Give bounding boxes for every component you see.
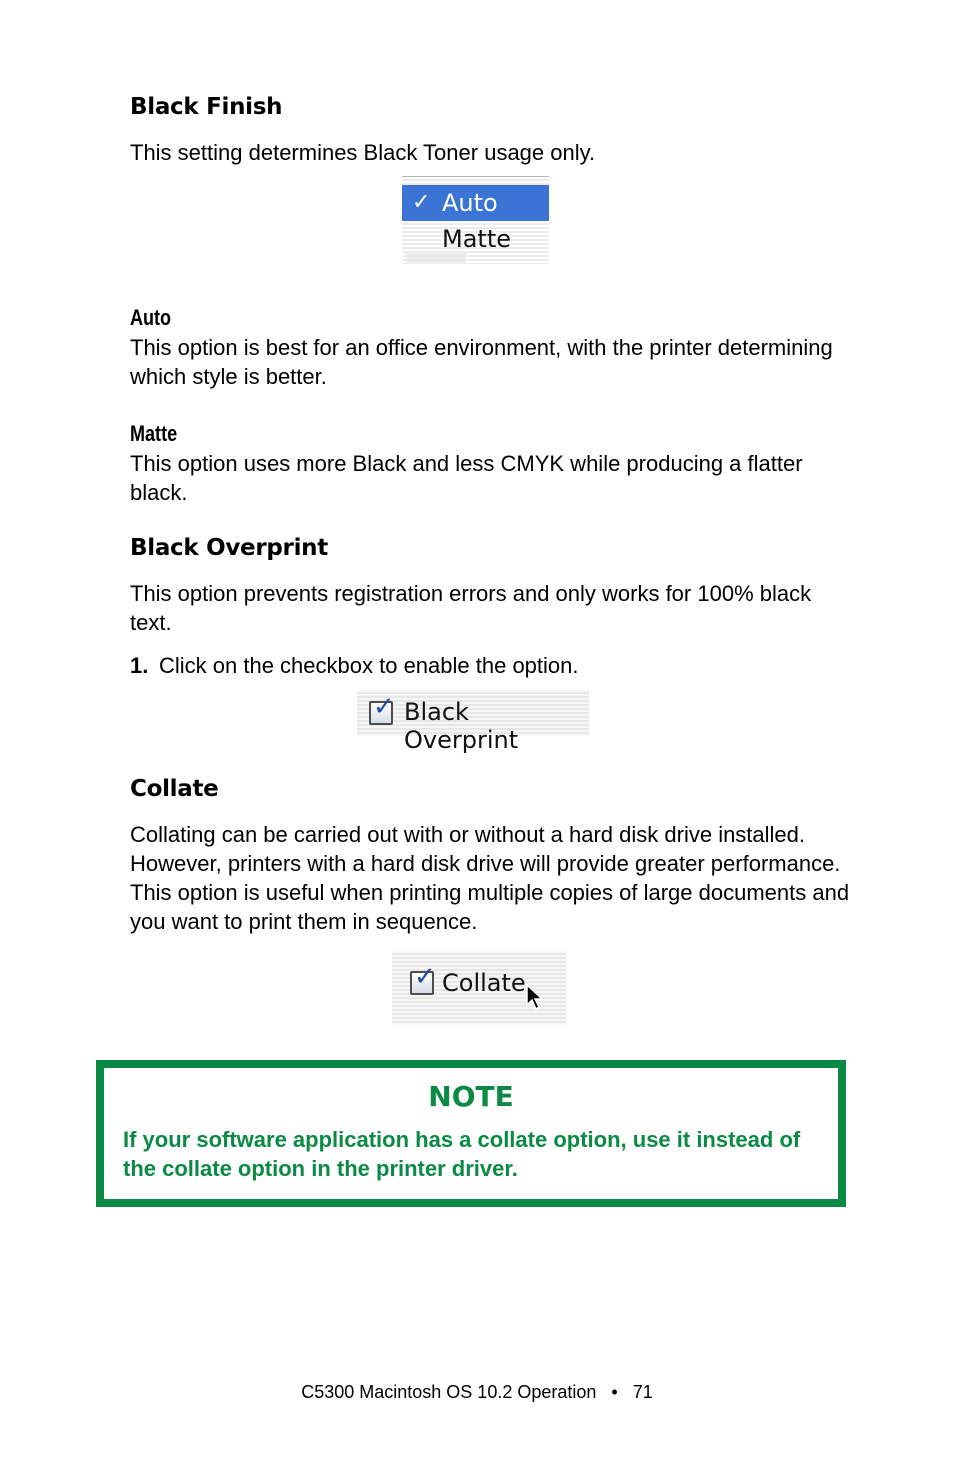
note-box	[96, 1060, 846, 1207]
black-overprint-checkbox-widget[interactable]	[357, 690, 589, 754]
mouse-pointer-icon	[525, 983, 545, 1013]
note-title: NOTE	[428, 1080, 514, 1113]
heading-black-finish: Black Finish	[130, 94, 283, 120]
checkmark-icon: ✓	[414, 962, 436, 992]
menu-item-matte-label: Matte	[442, 225, 511, 253]
black-finish-popup-menu[interactable]	[402, 176, 549, 264]
heading-collate: Collate	[130, 776, 219, 802]
black-overprint-checkbox-label: Black Overprint	[404, 698, 519, 754]
note-text: If your software application has a collate option, use it instead of the collate option in the printer driver.	[123, 1127, 801, 1181]
menu-cutoff-edge	[406, 253, 466, 263]
subheading-auto: Auto	[130, 305, 172, 330]
heading-black-overprint: Black Overprint	[130, 535, 328, 561]
menu-item-matte[interactable]	[402, 221, 549, 257]
menu-item-auto[interactable]	[402, 185, 549, 221]
matte-description: This option uses more Black and less CMYK while producing a flatter black.	[130, 451, 803, 505]
footer-separator: •	[611, 1382, 618, 1402]
checkmark-icon: ✓	[373, 692, 395, 722]
menu-item-auto-label: Auto	[442, 189, 498, 217]
footer-title: C5300 Macintosh OS 10.2 Operation	[301, 1382, 597, 1402]
black-finish-intro: This setting determines Black Toner usage only.	[130, 140, 596, 165]
black-overprint-description: This option prevents registration errors and only works for 100% black text.	[130, 581, 812, 635]
auto-description: This option is best for an office environment, with the printer determining which style is better.	[130, 335, 833, 389]
step-text: Click on the checkbox to enable the option.	[159, 653, 579, 678]
collate-description: Collating can be carried out with or without a hard disk drive installed. However, printers with a hard disk drive will provide greater performance. This option is useful when printing multiple copies of large documents and you want to print them in sequence.	[130, 822, 850, 934]
page-footer	[0, 1382, 954, 1403]
checkmark-icon: ✓	[412, 190, 431, 215]
step-number: 1.	[130, 653, 149, 678]
collate-checkbox-widget[interactable]	[392, 951, 566, 1025]
collate-checkbox-label: Collate	[442, 969, 526, 997]
page-number: 71	[632, 1382, 653, 1402]
subheading-matte: Matte	[130, 421, 178, 446]
